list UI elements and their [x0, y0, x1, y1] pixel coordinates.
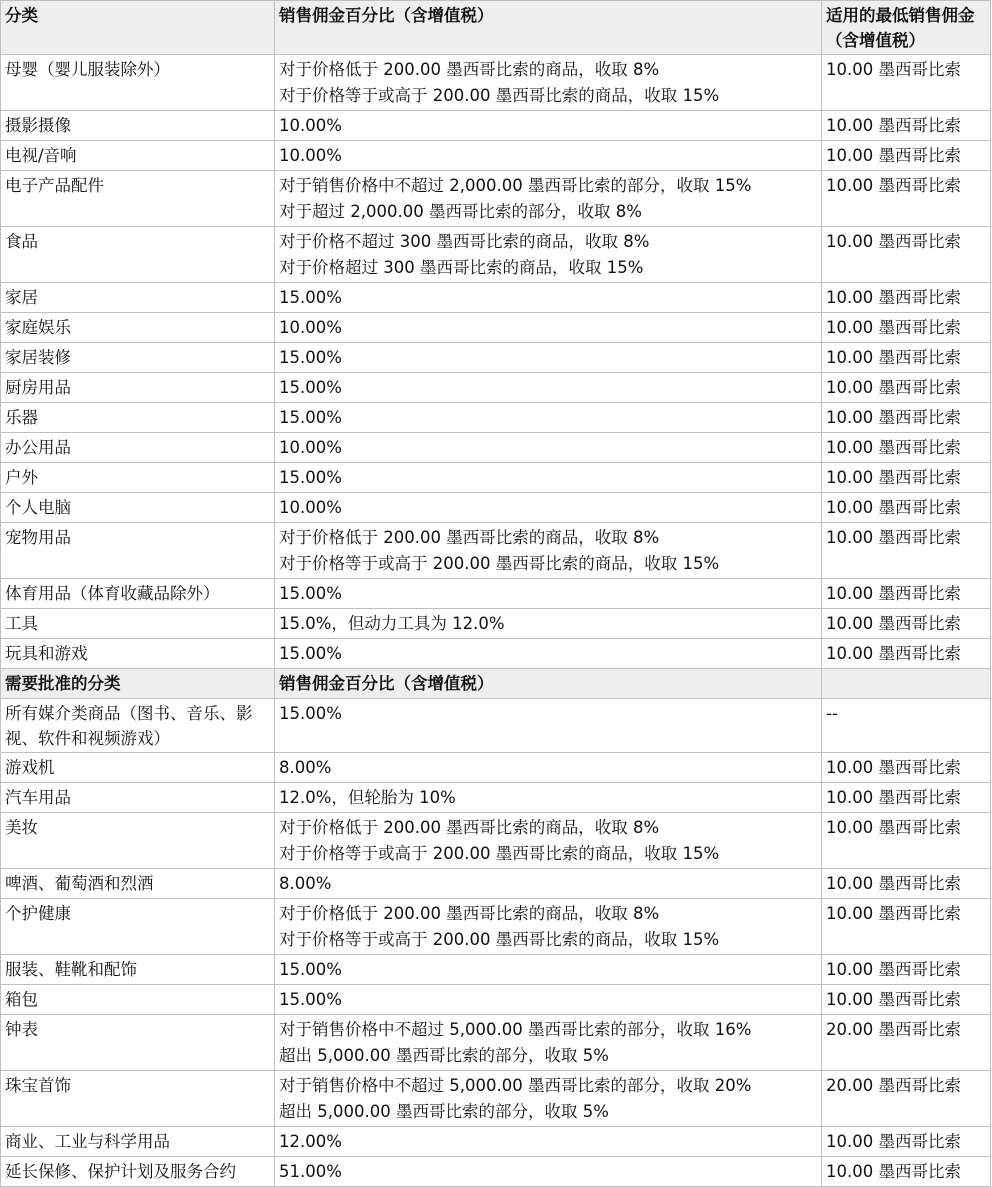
category-cell: 户外 — [1, 463, 275, 493]
commission-line: 12.0%，但轮胎为 10% — [279, 788, 456, 807]
commission-cell — [275, 343, 822, 373]
approval-header-commission: 销售佣金百分比（含增值税） — [275, 669, 822, 699]
minimum-commission-cell: 10.00 墨西哥比索 — [822, 1127, 991, 1157]
category-cell: 延长保修、保护计划及服务合约 — [1, 1157, 275, 1187]
table-row — [1, 1071, 991, 1127]
table-row — [1, 1015, 991, 1071]
table-row — [1, 171, 991, 227]
commission-line: 对于价格超过 300 墨西哥比索的商品，收取 15% — [279, 258, 644, 277]
commission-line: 10.00% — [279, 498, 342, 517]
table-row — [1, 55, 991, 111]
commission-line: 51.00% — [279, 1162, 342, 1181]
commission-line: 对于价格等于或高于 200.00 墨西哥比索的商品，收取 15% — [279, 844, 720, 863]
commission-line: 15.00% — [279, 990, 342, 1009]
commission-cell — [275, 227, 822, 283]
category-cell: 美妆 — [1, 813, 275, 869]
category-cell: 个人电脑 — [1, 493, 275, 523]
category-cell: 体育用品（体育收藏品除外） — [1, 579, 275, 609]
table-row — [1, 985, 991, 1015]
minimum-commission-cell: -- — [822, 699, 991, 753]
category-cell: 电子产品配件 — [1, 171, 275, 227]
table-row — [1, 523, 991, 579]
commission-cell — [275, 373, 822, 403]
table-row — [1, 609, 991, 639]
commission-line: 对于销售价格中不超过 2,000.00 墨西哥比索的部分，收取 15% — [279, 176, 752, 195]
commission-line: 对于价格低于 200.00 墨西哥比索的商品，收取 8% — [279, 528, 660, 547]
commission-line: 15.00% — [279, 960, 342, 979]
category-cell: 家居 — [1, 283, 275, 313]
category-cell: 玩具和游戏 — [1, 639, 275, 669]
commission-cell — [275, 985, 822, 1015]
commission-cell — [275, 433, 822, 463]
header-category: 分类 — [1, 1, 275, 55]
commission-line: 15.0%，但动力工具为 12.0% — [279, 614, 505, 633]
minimum-commission-cell: 10.00 墨西哥比索 — [822, 111, 991, 141]
commission-cell — [275, 463, 822, 493]
minimum-commission-cell: 10.00 墨西哥比索 — [822, 171, 991, 227]
minimum-commission-cell: 10.00 墨西哥比索 — [822, 463, 991, 493]
commission-cell — [275, 493, 822, 523]
commission-cell — [275, 639, 822, 669]
category-cell: 服装、鞋靴和配饰 — [1, 955, 275, 985]
table-row — [1, 753, 991, 783]
minimum-commission-cell: 10.00 墨西哥比索 — [822, 403, 991, 433]
commission-cell — [275, 899, 822, 955]
commission-line: 15.00% — [279, 584, 342, 603]
commission-cell — [275, 55, 822, 111]
table-row — [1, 899, 991, 955]
table-row — [1, 1127, 991, 1157]
commission-line: 12.00% — [279, 1132, 342, 1151]
table-row — [1, 227, 991, 283]
category-cell: 个护健康 — [1, 899, 275, 955]
minimum-commission-cell: 10.00 墨西哥比索 — [822, 283, 991, 313]
category-cell: 厨房用品 — [1, 373, 275, 403]
minimum-commission-cell: 10.00 墨西哥比索 — [822, 433, 991, 463]
commission-cell — [275, 141, 822, 171]
table-row — [1, 813, 991, 869]
commission-line: 10.00% — [279, 116, 342, 135]
category-cell: 箱包 — [1, 985, 275, 1015]
table-row — [1, 463, 991, 493]
minimum-commission-cell: 10.00 墨西哥比索 — [822, 579, 991, 609]
category-cell: 游戏机 — [1, 753, 275, 783]
minimum-commission-cell: 10.00 墨西哥比索 — [822, 141, 991, 171]
category-cell: 家庭娱乐 — [1, 313, 275, 343]
table-row — [1, 111, 991, 141]
commission-cell — [275, 753, 822, 783]
table-row — [1, 433, 991, 463]
commission-line: 15.00% — [279, 644, 342, 663]
table-row — [1, 403, 991, 433]
commission-cell — [275, 1127, 822, 1157]
commission-cell — [275, 783, 822, 813]
minimum-commission-cell: 10.00 墨西哥比索 — [822, 523, 991, 579]
commission-line: 15.00% — [279, 704, 342, 723]
table-row — [1, 783, 991, 813]
category-cell: 电视/音响 — [1, 141, 275, 171]
commission-cell — [275, 1157, 822, 1187]
minimum-commission-cell: 10.00 墨西哥比索 — [822, 639, 991, 669]
category-cell: 乐器 — [1, 403, 275, 433]
category-cell: 汽车用品 — [1, 783, 275, 813]
commission-cell — [275, 403, 822, 433]
minimum-commission-cell: 10.00 墨西哥比索 — [822, 373, 991, 403]
commission-cell — [275, 283, 822, 313]
minimum-commission-cell: 10.00 墨西哥比索 — [822, 609, 991, 639]
commission-line: 对于价格低于 200.00 墨西哥比索的商品，收取 8% — [279, 904, 660, 923]
category-cell: 所有媒介类商品（图书、音乐、影视、软件和视频游戏） — [1, 699, 275, 753]
table-row — [1, 141, 991, 171]
commission-line: 10.00% — [279, 318, 342, 337]
commission-cell — [275, 609, 822, 639]
minimum-commission-cell: 10.00 墨西哥比索 — [822, 899, 991, 955]
commission-line: 对于销售价格中不超过 5,000.00 墨西哥比索的部分，收取 20% — [279, 1076, 752, 1095]
commission-line: 10.00% — [279, 146, 342, 165]
commission-cell — [275, 813, 822, 869]
header-commission: 销售佣金百分比（含增值税） — [275, 1, 822, 55]
commission-line: 对于价格低于 200.00 墨西哥比索的商品，收取 8% — [279, 818, 660, 837]
minimum-commission-cell: 10.00 墨西哥比索 — [822, 343, 991, 373]
table-row — [1, 493, 991, 523]
commission-line: 对于价格等于或高于 200.00 墨西哥比索的商品，收取 15% — [279, 86, 720, 105]
commission-line: 对于超过 2,000.00 墨西哥比索的部分，收取 8% — [279, 202, 642, 221]
commission-line: 15.00% — [279, 348, 342, 367]
commission-cell — [275, 111, 822, 141]
minimum-commission-cell: 20.00 墨西哥比索 — [822, 1015, 991, 1071]
category-cell: 珠宝首饰 — [1, 1071, 275, 1127]
commission-cell — [275, 313, 822, 343]
minimum-commission-cell: 10.00 墨西哥比索 — [822, 313, 991, 343]
minimum-commission-cell: 20.00 墨西哥比索 — [822, 1071, 991, 1127]
commission-line: 对于销售价格中不超过 5,000.00 墨西哥比索的部分，收取 16% — [279, 1020, 752, 1039]
minimum-commission-cell: 10.00 墨西哥比索 — [822, 1157, 991, 1187]
category-cell: 工具 — [1, 609, 275, 639]
commission-cell — [275, 955, 822, 985]
commission-line: 对于价格低于 200.00 墨西哥比索的商品，收取 8% — [279, 60, 660, 79]
table-row — [1, 869, 991, 899]
minimum-commission-cell: 10.00 墨西哥比索 — [822, 493, 991, 523]
approval-header-category: 需要批准的分类 — [1, 669, 275, 699]
table-row — [1, 579, 991, 609]
commission-cell — [275, 869, 822, 899]
minimum-commission-cell: 10.00 墨西哥比索 — [822, 227, 991, 283]
category-cell: 啤酒、葡萄酒和烈酒 — [1, 869, 275, 899]
category-cell: 宠物用品 — [1, 523, 275, 579]
commission-table-body — [1, 1, 991, 1187]
commission-cell — [275, 699, 822, 753]
commission-cell — [275, 523, 822, 579]
minimum-commission-cell: 10.00 墨西哥比索 — [822, 753, 991, 783]
commission-line: 对于价格等于或高于 200.00 墨西哥比索的商品，收取 15% — [279, 930, 720, 949]
commission-line: 15.00% — [279, 288, 342, 307]
minimum-commission-cell: 10.00 墨西哥比索 — [822, 813, 991, 869]
commission-cell — [275, 171, 822, 227]
minimum-commission-cell: 10.00 墨西哥比索 — [822, 869, 991, 899]
commission-line: 超出 5,000.00 墨西哥比索的部分，收取 5% — [279, 1046, 609, 1065]
table-row — [1, 283, 991, 313]
category-cell: 办公用品 — [1, 433, 275, 463]
commission-line: 对于价格等于或高于 200.00 墨西哥比索的商品，收取 15% — [279, 554, 720, 573]
table-row — [1, 955, 991, 985]
commission-line: 10.00% — [279, 438, 342, 457]
category-cell: 食品 — [1, 227, 275, 283]
commission-line: 8.00% — [279, 758, 332, 777]
table-row — [1, 639, 991, 669]
commission-line: 8.00% — [279, 874, 332, 893]
commission-cell — [275, 1071, 822, 1127]
commission-line: 超出 5,000.00 墨西哥比索的部分，收取 5% — [279, 1102, 609, 1121]
minimum-commission-cell: 10.00 墨西哥比索 — [822, 955, 991, 985]
commission-line: 15.00% — [279, 378, 342, 397]
category-cell: 母婴（婴儿服装除外） — [1, 55, 275, 111]
approval-section-header-row — [1, 669, 991, 699]
commission-cell — [275, 579, 822, 609]
category-cell: 家居装修 — [1, 343, 275, 373]
minimum-commission-cell: 10.00 墨西哥比索 — [822, 783, 991, 813]
commission-line: 15.00% — [279, 468, 342, 487]
table-row — [1, 313, 991, 343]
approval-header-minimum — [822, 669, 991, 699]
header-minimum: 适用的最低销售佣金（含增值税） — [822, 1, 991, 55]
table-row — [1, 1157, 991, 1187]
category-cell: 钟表 — [1, 1015, 275, 1071]
commission-line: 15.00% — [279, 408, 342, 427]
table-header-row — [1, 1, 991, 55]
table-row — [1, 699, 991, 753]
commission-cell — [275, 1015, 822, 1071]
minimum-commission-cell: 10.00 墨西哥比索 — [822, 55, 991, 111]
commission-line: 对于价格不超过 300 墨西哥比索的商品，收取 8% — [279, 232, 650, 251]
table-row — [1, 343, 991, 373]
category-cell: 摄影摄像 — [1, 111, 275, 141]
minimum-commission-cell: 10.00 墨西哥比索 — [822, 985, 991, 1015]
category-cell: 商业、工业与科学用品 — [1, 1127, 275, 1157]
table-row — [1, 373, 991, 403]
